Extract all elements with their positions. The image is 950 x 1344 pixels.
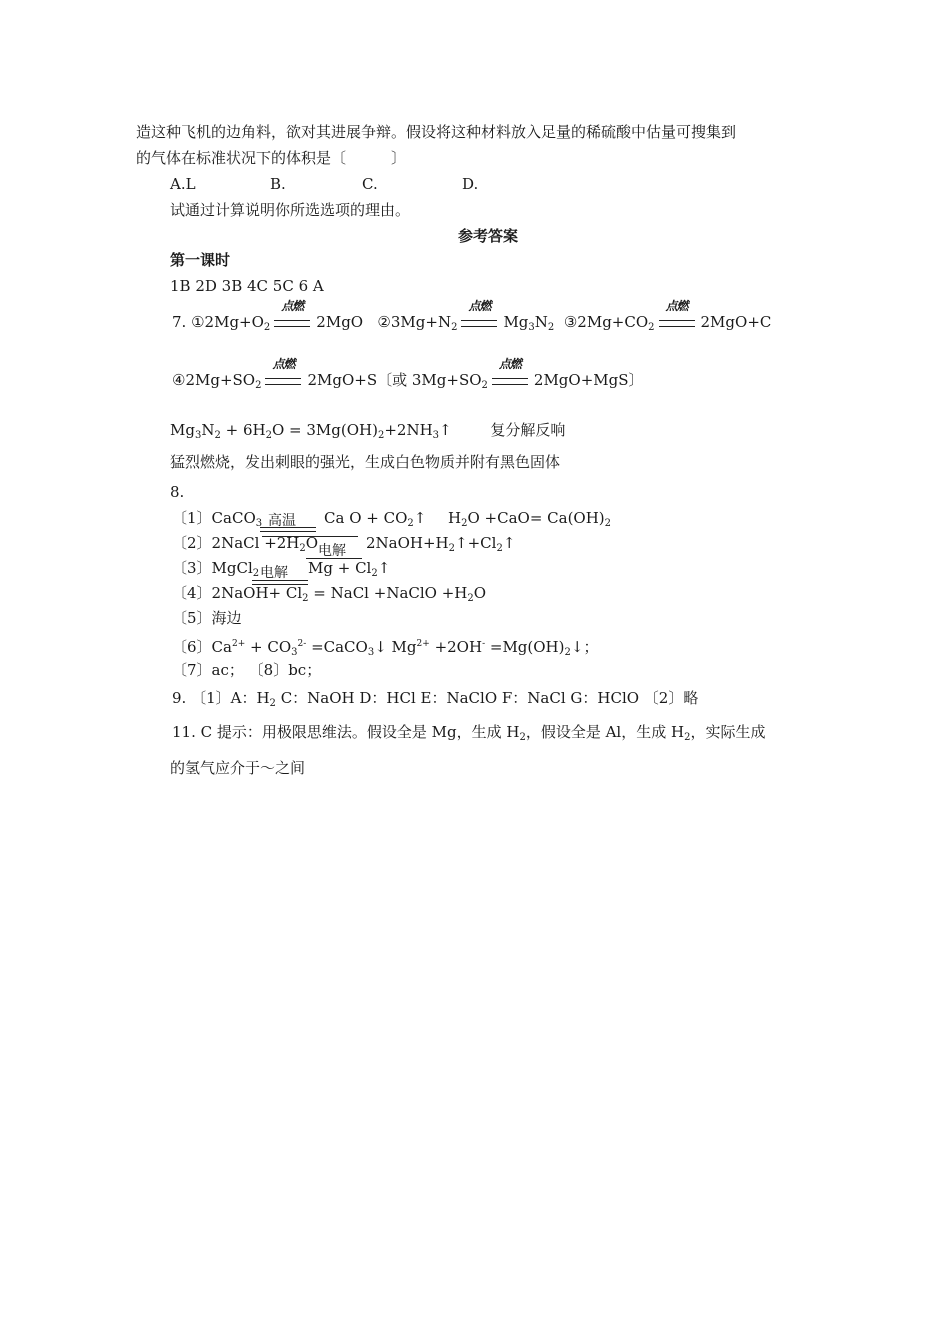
gas-arrow: ↑ [502,534,516,552]
formula: 〔1〕CaCO [172,509,256,527]
q7-number: 7. [172,313,187,331]
r4-sub: 2 [255,380,262,391]
q7-reactions-line1 [172,299,772,338]
lesson-heading: 第一课时 [170,251,231,269]
formula: 〔6〕Ca [172,638,232,656]
q8-p3-products [308,558,390,584]
sub: 3 [255,518,263,529]
option-d: D. [462,175,479,193]
sub: 2 [564,647,571,658]
formula: ↓ Mg [374,638,417,656]
formula: ↓； [570,638,599,656]
q9-answer [172,688,698,714]
condition-label: 点燃 [665,299,688,313]
option-c: C. [362,175,378,193]
sub: 2 [377,430,385,441]
reaction-type: 复分解反响 [490,421,566,439]
condition-line [252,580,308,581]
formula: =Mg(OH) [485,638,565,656]
sub: 2 [461,518,468,529]
gas-arrow: ↑ [377,559,391,577]
q8-p1-reactant [172,508,262,534]
sup: - [482,639,486,649]
condition-burn-arrow [265,357,301,390]
formula: +2NH [384,421,433,439]
r1-sub: 2 [263,322,271,333]
r3-reactants: ③2Mg+CO [563,313,649,331]
q11-answer-line1 [172,722,765,748]
condition-label: 点燃 [272,357,295,371]
q8-part6 [172,634,598,663]
condition-burn-arrow [492,357,528,390]
condition-high-temp-label: 高温 [268,513,296,529]
question-text-line1: 造这种飞机的边角料，欲对其进展争辩。假设将这种材料放入足量的稀硫酸中估量可搜集到 [136,123,737,141]
formula: O [473,584,487,602]
formula: C：NaOH D：HCl E：NaClO F：NaCl G：HClO 〔2〕略 [275,689,699,707]
r4-reactants: ④2Mg+SO [172,371,256,389]
r2-sub: 2 [547,322,555,333]
option-a: A.L [170,175,196,193]
sub: 2 [214,430,221,441]
question-instruction: 试通过计算说明你所选选项的理由。 [170,201,411,219]
formula: + CO [245,638,292,656]
sub: 2 [302,593,309,604]
sub: 3 [291,647,298,658]
formula: Ca O + CO [324,509,408,527]
q11-answer-line2: 的氢气应介于～之间 [170,759,306,777]
condition-label: 点燃 [468,299,491,313]
sub: 2 [684,732,691,743]
q8-p3-reactant [172,558,259,584]
text: ，实际生成 [690,723,766,741]
condition-electrolysis-label: 电解 [260,565,288,581]
r4-sub: 2 [481,380,488,391]
sup: 2+ [231,639,246,649]
formula: 2NaOH+H [366,534,449,552]
r4-products: 2MgO+S〔或 3Mg+SO [307,371,482,389]
r4-products-alt: 2MgO+MgS〕 [533,371,644,389]
q8-p1-products [324,508,426,534]
sub: 2 [448,543,456,554]
q7-reactions-line2 [172,357,644,396]
q8-part7-8: 〔7〕ac； 〔8〕bc； [172,661,322,679]
r1-reactants: ①2Mg+O [191,313,264,331]
choice-answers: 1B 2D 3B 4C 5C 6 A [170,277,324,295]
condition-burn-arrow [461,299,497,332]
condition-line [260,531,316,532]
sub: 2 [519,732,526,743]
sub: 2 [407,518,414,529]
text: 11. C 提示：用极限思维法。假设全是 Mg，生成 H [172,723,520,741]
r3-products: 2MgO+C [700,313,772,331]
condition-burn-arrow [659,299,695,332]
option-b: B. [270,175,286,193]
sub: 2 [496,543,503,554]
r2-products: N [534,313,548,331]
formula: O +CaO= Ca(OH) [467,509,605,527]
formula: ↑+Cl [455,534,497,552]
sub: 2 [269,698,276,709]
q7-phenomenon: 猛烈燃烧，发出刺眼的强光，生成白色物质并附有黑色固体 [170,453,561,471]
question-text-line2: 的气体在标准状况下的体积是〔 〕 [136,149,407,167]
q8-p1-second [448,508,611,534]
formula: =CaCO [306,638,368,656]
condition-label: 点燃 [498,357,521,371]
r1-products: 2MgO [316,313,364,331]
r2-reactants: ②3Mg+N [377,313,452,331]
condition-line [260,527,316,528]
formula: H [448,509,462,527]
condition-line [262,536,358,537]
sub: 2 [467,593,474,604]
sub: 3 [194,430,202,441]
formula: = NaCl +NaClO +H [308,584,468,602]
answers-title: 参考答案 [458,227,519,245]
condition-burn-arrow [274,299,310,332]
formula: O = 3Mg(OH) [271,421,378,439]
sub: 3 [367,647,375,658]
condition-electrolysis-label: 电解 [318,543,346,559]
q8-p2-products [366,533,515,559]
formula: Mg [170,421,195,439]
formula: 〔4〕2NaOH+ Cl [172,584,303,602]
formula: +2OH [429,638,483,656]
q8-part1 [172,508,772,528]
sub: 2 [604,518,612,529]
formula: N [201,421,215,439]
r3-sub: 2 [648,322,655,333]
q7-hydrolysis [170,420,565,446]
sup: 2+ [416,639,430,649]
sub: 2 [252,568,260,579]
gas-arrow: ↑ [439,421,452,439]
text: ，假设全是 Al，生成 H [525,723,685,741]
sub: 2 [265,430,272,441]
r2-products: Mg [503,313,529,331]
q8-number: 8. [170,483,185,501]
formula: + 6H [220,421,266,439]
q8-part4 [172,583,486,609]
formula: Mg + Cl [308,559,372,577]
sup: 2- [297,639,307,649]
formula: 9. 〔1〕A：H [172,689,270,707]
sub: 2 [299,543,306,554]
gas-arrow: ↑ [413,509,427,527]
sub: 2 [371,568,378,579]
r2-sub: 3 [528,322,535,333]
r2-sub: 2 [451,322,458,333]
sub: 3 [432,430,440,441]
q8-part5: 〔5〕海边 [172,609,242,627]
formula: 〔3〕MgCl [172,559,253,577]
formula: 〔2〕2NaCl +2H [172,534,300,552]
condition-label: 点燃 [281,299,304,313]
formula: O [305,534,319,552]
